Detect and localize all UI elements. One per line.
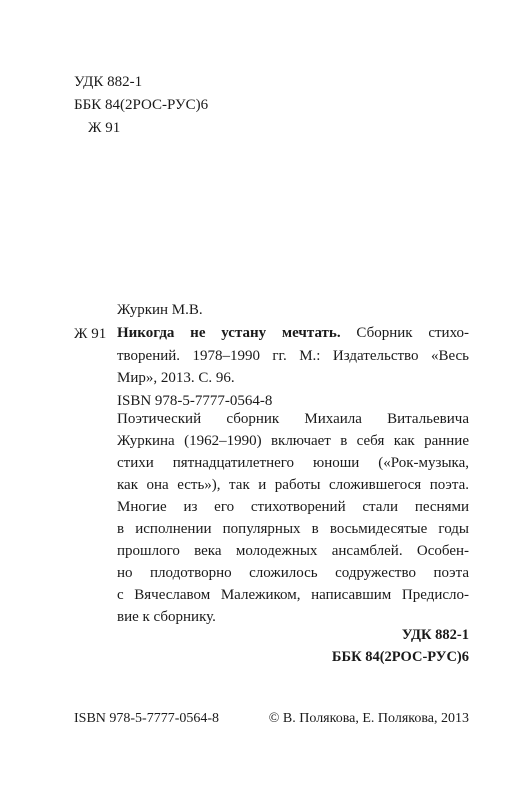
udk-code-bottom: УДК 882-1 [401,627,469,643]
catalog-author-mark: Ж 91 [74,326,107,342]
footer-copyright: © В. Полякова, Е. Полякова, 2013 [268,711,469,726]
annotation-line: Поэтический сборник Михаила Витальевича [117,411,469,427]
annotation-line: Журкина (1962–1990) включает в себя как ранние [117,433,469,449]
annotation-line: Многие из его стихотворений стали песнями [117,499,469,515]
annotation-line: как она есть»), так и работы сложившегося поэта. [117,477,469,493]
catalog-author: Журкин М.В. [117,302,203,318]
annotation-line: прошлого века молодежных ансамблей. Особен- [117,543,469,559]
annotation [117,408,469,628]
bbk-code: ББК 84(2РОС-РУС)6 [74,97,209,113]
catalog-line-2: творений. 1978–1990 гг. М.: Издательство «Весь [117,347,469,364]
footer-isbn: ISBN 978-5-7777-0564-8 [74,711,220,726]
udk-code: УДК 882-1 [74,74,143,90]
annotation-line: вие к сборнику. [117,609,216,625]
annotation-line: но плодотворно сложилось содружество поэта [117,565,469,581]
catalog-line-3: Мир», 2013. С. 96. [117,370,235,386]
catalog-isbn: ISBN 978-5-7777-0564-8 [117,392,273,409]
catalog-description [117,322,469,412]
book-title: Никогда не устану мечтать. [117,325,341,341]
annotation-line: стихи пятнадцатилетнего юноши («Рок-музыка, [117,455,469,471]
catalog-line-1-rest: Сборник стихо- [340,325,469,341]
annotation-line: с Вячеславом Малежиком, написавшим Предисло- [117,587,469,603]
annotation-line: в исполнении популярных в восьмидесятые годы [117,521,469,537]
bbk-code-bottom: ББК 84(2РОС-РУС)6 [331,649,469,665]
bottom-codes [332,624,469,668]
author-mark-top: Ж 91 [88,120,121,136]
catalog-line-1 [117,322,469,345]
